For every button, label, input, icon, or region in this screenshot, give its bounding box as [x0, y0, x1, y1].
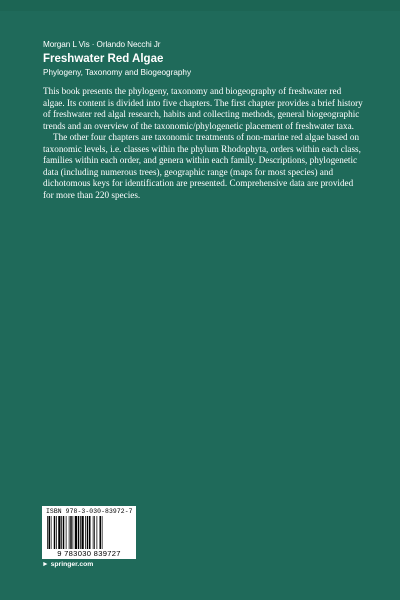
book-title: Freshwater Red Algae — [43, 53, 164, 65]
authors: Morgan L Vis · Orlando Necchi Jr — [43, 40, 161, 49]
barcode-panel — [42, 506, 136, 559]
top-band — [0, 0, 400, 11]
description-paragraph-1: This book presents the phylogeny, taxonomy and biogeography of freshwater red algae. Its content is divided into five chapters. The first chapter provides a brief history of freshwater red algal research, habits and collecting methods, general biogeographic trends and an overview of the taxonomic/phylogenetic placement of freshwater taxa. — [43, 86, 363, 131]
publisher-website: ► springer.com — [42, 561, 94, 568]
description-paragraph-2: The other four chapters are taxonomic treatments of non-marine red algae based on taxonomic levels, i.e. classes within the phylum Rhodophyta, orders within each class, families within each order, and genera within each family. Descriptions, phylogenetic data (including numerous trees), geographic range (maps for most species) and dichotomous keys for identification are presented. Comprehensive data are provided for more than 220 species. — [43, 132, 361, 200]
barcode-icon — [46, 516, 132, 549]
isbn-label: ISBN 978-3-030-83972-7 — [46, 508, 133, 515]
book-subtitle: Phylogeny, Taxonomy and Biogeography — [43, 68, 192, 77]
barcode-number: 9 783030 839727 — [57, 549, 121, 558]
book-description — [43, 86, 365, 201]
